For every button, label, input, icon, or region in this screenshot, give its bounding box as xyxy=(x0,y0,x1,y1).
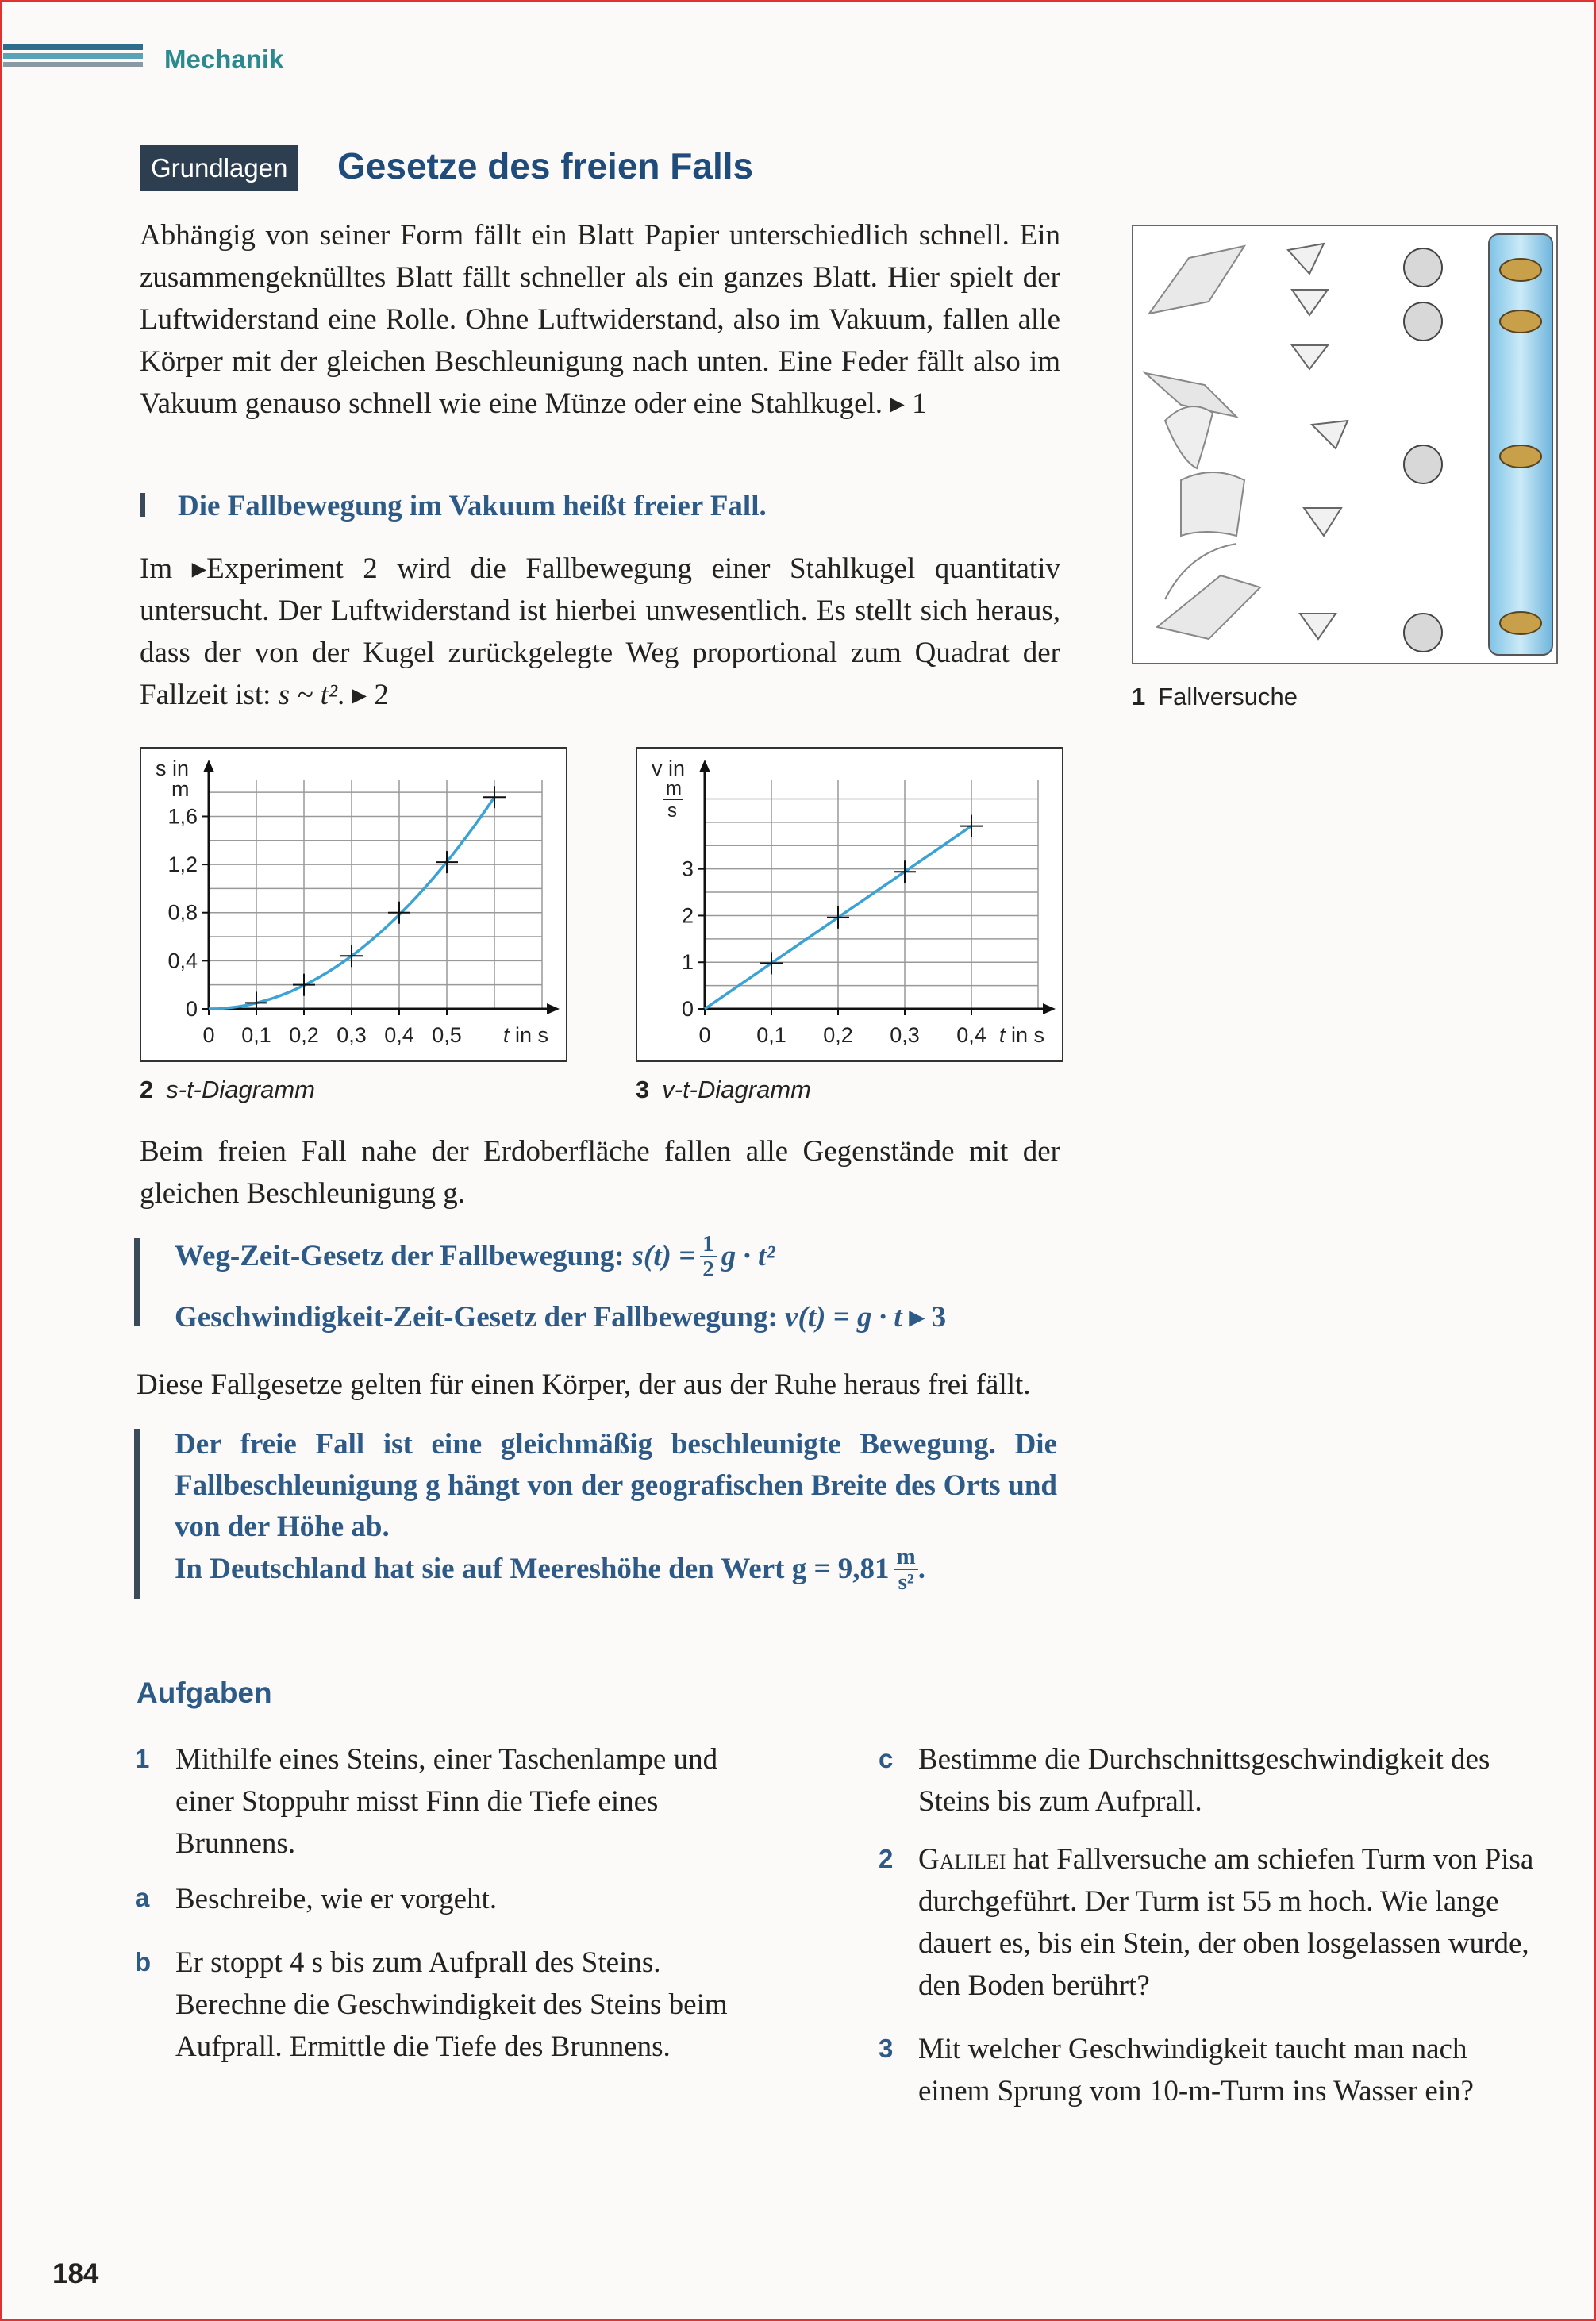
rule-vacuum: Die Fallbewegung im Vakuum heißt freier Fall. xyxy=(178,490,767,522)
x-tick-label: 0,3 xyxy=(337,1023,367,1047)
chart-v-t xyxy=(636,747,1063,1062)
laws-bar xyxy=(134,1238,140,1326)
x-tick-label: 0,5 xyxy=(432,1023,462,1047)
task-b-text: Er stoppt 4 s bis zum Aufprall des Steins. Berechne die Geschwindigkeit des Steins beim Aufprall. Ermittle die Tiefe des Brunnens. xyxy=(175,1946,728,2063)
data-point xyxy=(293,974,315,996)
experiment-paragraph xyxy=(140,548,1060,716)
law2-ref: ▸ 3 xyxy=(902,1301,947,1334)
x-axis-arrow xyxy=(547,1003,560,1014)
fall-experiment-illustration xyxy=(1133,226,1556,663)
y-tick-label: 2 xyxy=(681,903,694,928)
law1-lhs: s(t) = xyxy=(632,1240,696,1272)
x-tick-label: 0,4 xyxy=(384,1023,414,1047)
paper-sheet-icon xyxy=(1165,406,1213,468)
tasks-heading: Aufgaben xyxy=(137,1676,272,1709)
x-tick-label: 0,2 xyxy=(823,1023,853,1047)
y-axis-label: s in xyxy=(156,756,190,780)
header-stripes xyxy=(3,44,143,67)
paper-sheet-icon xyxy=(1181,472,1244,536)
figure-fallversuche xyxy=(1132,225,1558,664)
data-point xyxy=(760,952,783,974)
figure2-caption-text: s-t-Diagramm xyxy=(166,1076,315,1103)
figure1-caption xyxy=(1132,683,1298,711)
y-axis-label: v in xyxy=(652,756,686,780)
task2-name: Galilei xyxy=(918,1843,1006,1876)
rule2-bar xyxy=(134,1429,140,1599)
task3-text: Mit welcher Geschwindigkeit taucht man nach einem Sprung vom 10-m-Turm ins Wasser ein? xyxy=(918,2033,1474,2107)
paper-sheet-icon xyxy=(1149,246,1244,314)
chart-s-t-svg xyxy=(141,749,566,1060)
rule-free-fall: Der freie Fall ist eine gleichmäßig beschleunigte Bewegung. Die Fallbeschleunigung g hängt von der geografischen Breite des Orts und von der Höhe ab. xyxy=(175,1428,1057,1543)
chart-s-t xyxy=(140,747,567,1062)
experiment-text-2: . ▸ 2 xyxy=(337,679,389,711)
law-geschwindigkeit-zeit xyxy=(175,1297,946,1338)
y-axis-arrow xyxy=(203,760,214,772)
germany-text: In Deutschland hat sie auf Meereshöhe den Wert g = 9,81 xyxy=(175,1553,890,1585)
validity-paragraph: Diese Fallgesetze gelten für einen Körper, der aus der Ruhe heraus frei fällt. xyxy=(137,1368,1031,1401)
figure2-caption xyxy=(140,1076,315,1104)
law-weg-zeit xyxy=(175,1232,775,1281)
task2-body: hat Fallversuche am schiefen Turm von Pisa durchgeführt. Der Turm ist 55 m hoch. Wie lange dauert es, bis ein Stein, der oben losgelassen wurde, den Boden berührt? xyxy=(918,1843,1534,2002)
y-axis-unit-den: s xyxy=(667,800,677,822)
task3-number: 3 xyxy=(879,2034,894,2063)
x-tick-label: 0,3 xyxy=(890,1023,920,1047)
rule-bar-1 xyxy=(140,493,145,517)
data-point xyxy=(894,860,916,883)
experiment-text-1: Im ▸Experiment 2 wird die Fallbewegung einer Stahlkugel quantitativ untersucht. Der Luftwiderstand ist hierbei unwesentlich. Es stellt sich heraus, dass der von der Kugel zurückgelegte Weg proportional zum Quadrat der Fallzeit ist: xyxy=(140,552,1060,711)
figure3-caption-text: v-t-Diagramm xyxy=(662,1076,811,1103)
figure1-number: 1 xyxy=(1132,683,1146,710)
task-c-text: Bestimme die Durchschnittsgeschwindigkeit des Steins bis zum Aufprall. xyxy=(918,1743,1490,1818)
data-point xyxy=(340,945,363,967)
task1-number: 1 xyxy=(135,1744,150,1773)
x-axis-label: t in s xyxy=(502,1023,548,1047)
figure1-caption-text: Fallversuche xyxy=(1158,683,1298,710)
x-tick-label: 0 xyxy=(202,1023,215,1047)
page-number: 184 xyxy=(52,2258,99,2289)
experiment-formula: s ~ t² xyxy=(278,679,337,711)
x-tick-label: 0 xyxy=(698,1023,711,1047)
y-tick-label: 0,8 xyxy=(167,900,198,925)
x-tick-label: 0,2 xyxy=(289,1023,319,1047)
paper-cone-icons xyxy=(1288,244,1348,639)
law1-rhs: g · t² xyxy=(721,1240,775,1272)
data-point xyxy=(245,991,267,1014)
chart-v-t-svg xyxy=(637,749,1062,1060)
y-axis-arrow xyxy=(699,760,710,772)
y-axis-unit-num: m xyxy=(666,778,682,799)
law1-fraction xyxy=(700,1232,717,1281)
data-point xyxy=(483,786,506,808)
page-title: Gesetze des freien Falls xyxy=(337,145,754,187)
y-tick-label: 1 xyxy=(681,950,694,975)
y-tick-label: 0,4 xyxy=(167,949,198,973)
unit-num: m xyxy=(894,1545,918,1570)
unit-den: s² xyxy=(898,1569,914,1595)
law1-frac-num: 1 xyxy=(700,1232,717,1257)
task-a-text: Beschreibe, wie er vorgeht. xyxy=(175,1883,498,1915)
figure2-number: 2 xyxy=(140,1076,154,1103)
x-tick-label: 0,1 xyxy=(756,1023,786,1047)
crumpled-paper-icons xyxy=(1404,248,1442,652)
period: . xyxy=(917,1553,925,1585)
x-tick-label: 0,4 xyxy=(956,1023,986,1047)
law1-frac-den: 2 xyxy=(702,1257,714,1282)
y-tick-label: 1,6 xyxy=(167,804,198,829)
law1-label: Weg-Zeit-Gesetz der Fallbewegung: xyxy=(175,1240,625,1272)
data-point xyxy=(827,906,849,929)
task2-text xyxy=(918,1838,1537,2007)
law2-formula: v(t) = g · t xyxy=(785,1301,902,1334)
y-tick-label: 0 xyxy=(185,997,198,1021)
task-a-number: a xyxy=(135,1883,150,1912)
task-b-number: b xyxy=(135,1947,152,1977)
intro-paragraph: Abhängig von seiner Form fällt ein Blatt Papier unterschiedlich schnell. Ein zusammengeknülltes Blatt fällt schneller als ein ganzes Blatt. Hier spielt der Luftwiderstand eine Rolle. Ohne Luftwiderstand, also im Vakuum, fallen alle Körper mit der gleichen Beschleunigung nach unten. Eine Feder fällt also im Vakuum genauso schnell wie eine Münze oder eine Stahlkugel. ▸ 1 xyxy=(140,219,1060,420)
figure3-caption xyxy=(636,1076,811,1104)
data-point xyxy=(960,815,983,837)
unit-fraction xyxy=(894,1545,918,1594)
x-axis-arrow xyxy=(1043,1003,1056,1014)
law2-label: Geschwindigkeit-Zeit-Gesetz der Fallbewegung: xyxy=(175,1301,786,1334)
y-tick-label: 0 xyxy=(681,997,694,1021)
figure3-number: 3 xyxy=(636,1076,650,1103)
task2-number: 2 xyxy=(879,1844,894,1873)
x-tick-label: 0,1 xyxy=(241,1023,271,1047)
task1-text: Mithilfe eines Steins, einer Taschenlampe und einer Stoppuhr misst Finn die Tiefe eines Brunnens. xyxy=(175,1743,718,1860)
freefall-paragraph: Beim freien Fall nahe der Erdoberfläche fallen alle Gegenstände mit der gleichen Beschleunigung g. xyxy=(140,1135,1060,1210)
y-axis-unit: m xyxy=(171,777,190,801)
topic-badge: Grundlagen xyxy=(140,145,298,191)
section-title: Mechanik xyxy=(164,44,284,74)
rule-germany-value xyxy=(175,1545,925,1594)
y-tick-label: 1,2 xyxy=(167,853,198,877)
x-axis-label: t in s xyxy=(998,1023,1044,1047)
y-tick-label: 3 xyxy=(681,856,694,881)
task-c-number: c xyxy=(879,1744,894,1773)
